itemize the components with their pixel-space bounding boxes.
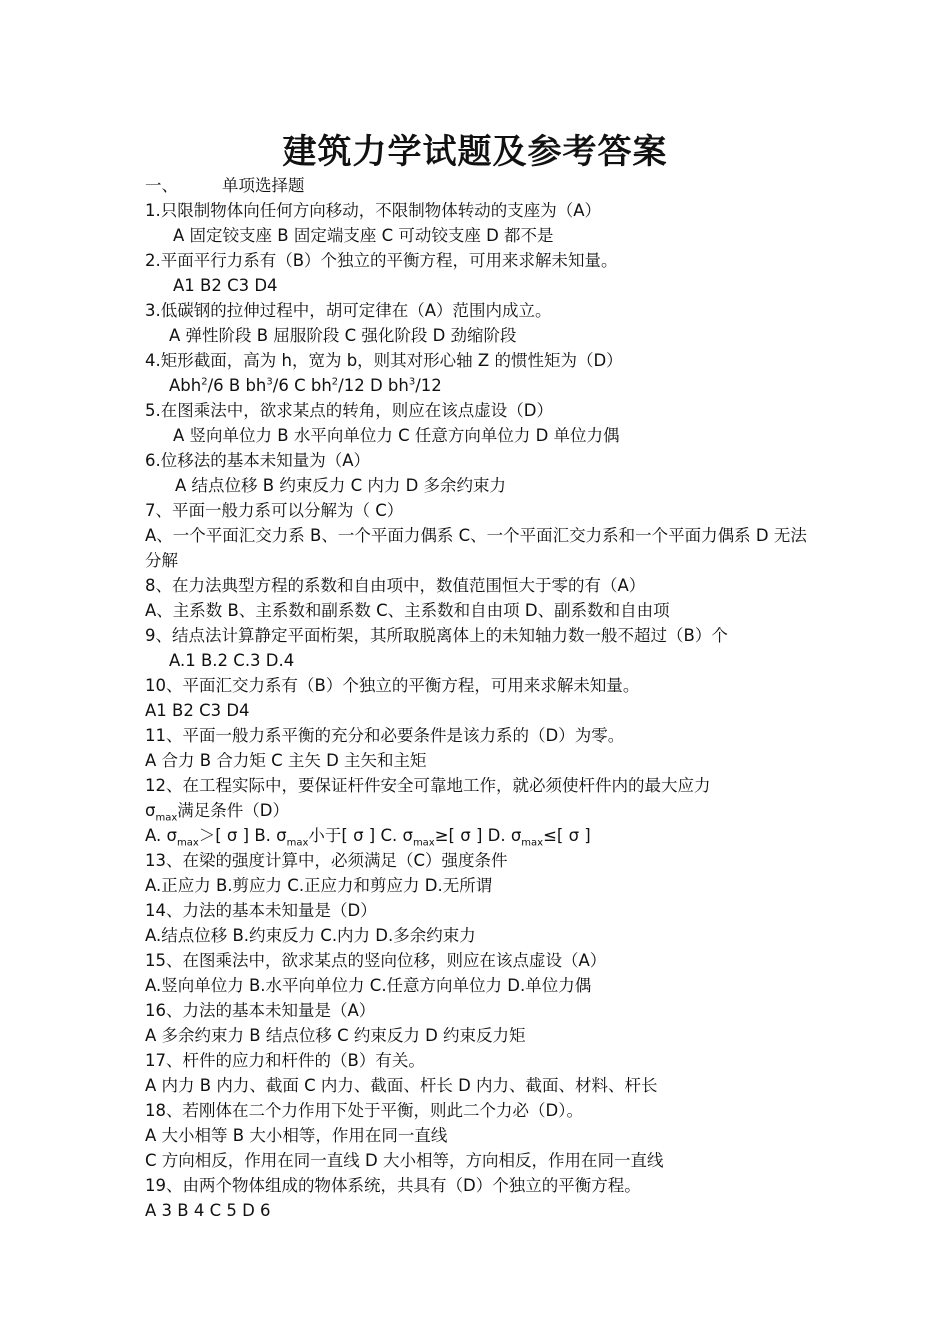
question-7-options: A、一个平面汇交力系 B、一个平面力偶系 C、一个平面汇交力系和一个平面力偶系 D 无法分解 — [145, 526, 807, 570]
question-5: 5.在图乘法中，欲求某点的转角，则应在该点虚设（D） — [145, 401, 553, 420]
question-1: 1.只限制物体向任何方向移动，不限制物体转动的支座为（A） — [145, 201, 602, 220]
question-16: 16、力法的基本未知量是（A） — [145, 1001, 376, 1020]
question-3-options: A 弹性阶段 B 屈服阶段 C 强化阶段 D 劲缩阶段 — [169, 326, 517, 345]
question-12: 12、在工程实际中，要保证杆件安全可靠地工作，就必须使杆件内的最大应力 — [145, 776, 711, 795]
question-3: 3.低碳钢的拉伸过程中，胡可定律在（A）范围内成立。 — [145, 301, 552, 320]
question-18-options-ab: A 大小相等 B 大小相等，作用在同一直线 — [145, 1126, 448, 1145]
question-12-continued: $\sigma_{max}$满足条件（D） — [145, 801, 289, 824]
question-14-options: A.结点位移 B.约束反力 C.内力 D.多余约束力 — [145, 926, 476, 945]
question-9: 9、结点法计算静定平面桁架，其所取脱离体上的未知轴力数一般不超过（B）个 — [145, 626, 728, 645]
question-17-options: A 内力 B 内力、截面 C 内力、截面、杆长 D 内力、截面、材料、杆长 — [145, 1076, 658, 1095]
question-15: 15、在图乘法中，欲求某点的竖向位移，则应在该点虚设（A） — [145, 951, 607, 970]
section-heading — [145, 173, 815, 198]
question-17: 17、杆件的应力和杆件的（B）有关。 — [145, 1051, 425, 1070]
question-10-options: A1 B2 C3 D4 — [145, 701, 250, 720]
document-title: 建筑力学试题及参考答案 — [282, 132, 668, 172]
question-9-options: A.1 B.2 C.3 D.4 — [169, 651, 295, 670]
question-10: 10、平面汇交力系有（B）个独立的平衡方程，可用来求解未知量。 — [145, 676, 640, 695]
question-19: 19、由两个物体组成的物体系统，共具有（D）个独立的平衡方程。 — [145, 1176, 641, 1195]
question-14: 14、力法的基本未知量是（D） — [145, 901, 377, 920]
question-4: 4.矩形截面，高为 h，宽为 b，则其对形心轴 Z 的惯性矩为（D） — [145, 351, 623, 370]
question-16-options: A 多余约束力 B 结点位移 C 约束反力 D 约束反力矩 — [145, 1026, 526, 1045]
question-7: 7、平面一般力系可以分解为（ C） — [145, 501, 404, 520]
question-18: 18、若刚体在二个力作用下处于平衡，则此二个力必（D）。 — [145, 1101, 583, 1120]
question-8-options: A、主系数 B、主系数和副系数 C、主系数和自由项 D、副系数和自由项 — [145, 601, 670, 620]
question-12-options: A. $\sigma_{max}>$[ σ ] B. $\sigma_{max}$小于[ σ ] C. $\sigma_{max}\ge$[ σ ] D. $\sigma_{max}\le$[ σ ] — [145, 826, 591, 849]
question-6: 6.位移法的基本未知量为（A） — [145, 451, 371, 470]
question-18-options-cd: C 方向相反，作用在同一直线 D 大小相等，方向相反，作用在同一直线 — [145, 1151, 664, 1170]
question-13: 13、在梁的强度计算中，必须满足（C）强度条件 — [145, 851, 508, 870]
question-1-options: A 固定铰支座 B 固定端支座 C 可动铰支座 D 都不是 — [173, 226, 554, 245]
question-5-options: A 竖向单位力 B 水平向单位力 C 任意方向单位力 D 单位力偶 — [173, 426, 620, 445]
document-body — [145, 173, 815, 1223]
question-8: 8、在力法典型方程的系数和自由项中，数值范围恒大于零的有（A） — [145, 576, 646, 595]
question-2: 2.平面平行力系有（B）个独立的平衡方程，可用来求解未知量。 — [145, 251, 618, 270]
question-6-options: A 结点位移 B 约束反力 C 内力 D 多余约束力 — [175, 476, 507, 495]
question-11-options: A 合力 B 合力矩 C 主矢 D 主矢和主矩 — [145, 751, 427, 770]
question-2-options: A1 B2 C3 D4 — [173, 276, 278, 295]
section-number: 一、 — [145, 176, 178, 195]
question-15-options: A.竖向单位力 B.水平向单位力 C.任意方向单位力 D.单位力偶 — [145, 976, 592, 995]
question-4-options: Abh$^2$/6 B $bh^3/6$ C $bh^2/12$ D $bh^3/12$ — [169, 376, 442, 395]
question-11: 11、平面一般力系平衡的充分和必要条件是该力系的（D）为零。 — [145, 726, 625, 745]
section-title: 单项选择题 — [222, 176, 305, 195]
question-13-options: A.正应力 B.剪应力 C.正应力和剪应力 D.无所谓 — [145, 876, 493, 895]
question-19-options: A 3 B 4 C 5 D 6 — [145, 1201, 271, 1220]
